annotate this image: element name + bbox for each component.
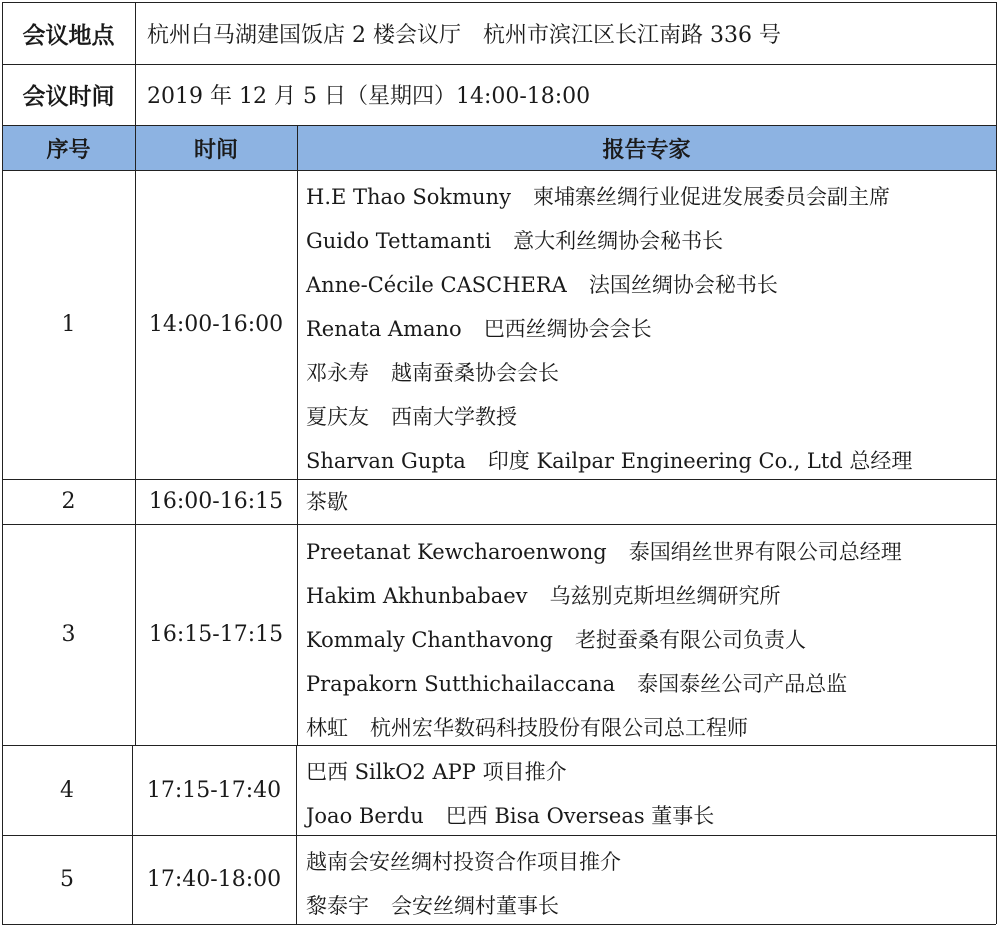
row-time: 14:00-16:00 <box>148 312 284 337</box>
speaker-list <box>306 750 714 838</box>
row-number: 5 <box>60 867 74 892</box>
speaker-role: 意大利丝绸协会秘书长 <box>513 229 724 253</box>
speaker-entry <box>306 307 912 351</box>
speaker-entry <box>306 175 912 219</box>
project-entry <box>306 840 621 884</box>
speaker-name: Sharvan Gupta <box>306 449 466 473</box>
venue-label: 会议地点 <box>22 22 115 49</box>
speaker-name: Renata Amano <box>306 317 462 341</box>
speaker-list <box>306 840 621 928</box>
speaker-entry <box>306 480 348 524</box>
row-time: 16:00-16:15 <box>148 489 284 514</box>
speaker-entry <box>306 219 912 263</box>
speaker-role: 乌兹别克斯坦丝绸研究所 <box>549 584 781 608</box>
row-time: 17:15-17:40 <box>146 777 282 803</box>
speaker-list <box>306 480 348 524</box>
speaker-role: 泰国泰丝公司产品总监 <box>637 672 848 696</box>
column-header-no: 序号 <box>46 137 91 163</box>
speaker-role: 杭州宏华数码科技股份有限公司总工程师 <box>370 716 748 740</box>
speaker-entry <box>306 530 902 574</box>
speaker-role: 西南大学教授 <box>391 405 517 429</box>
row-number: 2 <box>61 489 76 514</box>
speaker-entry <box>306 574 902 618</box>
time-value: 2019 年 12 月 5 日（星期四）14:00-18:00 <box>147 84 591 109</box>
speaker-name: Hakim Akhunbabaev <box>306 584 528 608</box>
row-time: 17:40-18:00 <box>146 867 282 892</box>
speaker-role: 老挝蚕桑有限公司负责人 <box>574 628 806 652</box>
grid-line <box>996 2 997 924</box>
speaker-role: 法国丝绸协会秘书长 <box>588 273 778 297</box>
time-label: 会议时间 <box>22 84 115 110</box>
project-entry <box>306 750 714 794</box>
speaker-role: 越南蚕桑协会会长 <box>391 361 559 385</box>
speaker-role: 印度 Kailpar Engineering Co., Ltd 总经理 <box>487 449 913 473</box>
speaker-role: 巴西 Bisa Overseas 董事长 <box>445 804 715 828</box>
speaker-role: 泰国绢丝世界有限公司总经理 <box>628 540 902 564</box>
speaker-entry <box>306 395 912 439</box>
speaker-entry <box>306 662 902 706</box>
speaker-list <box>306 530 902 750</box>
speaker-name: 邓永寿 <box>306 361 369 385</box>
speaker-name: Guido Tettamanti <box>306 229 492 253</box>
row-time: 16:15-17:15 <box>148 622 284 647</box>
speaker-name: Kommaly Chanthavong <box>306 628 553 652</box>
speaker-name: Prapakorn Sutthichailaccana <box>306 672 616 696</box>
speaker-role: 巴西丝绸协会会长 <box>483 317 652 341</box>
grid-line <box>297 125 298 745</box>
row-number: 4 <box>60 777 74 803</box>
speaker-role: 会安丝绸村董事长 <box>391 894 559 918</box>
speaker-entry <box>306 794 714 838</box>
project-title: 巴西 SilkO2 APP 项目推介 <box>306 760 567 784</box>
venue-value: 杭州白马湖建国饭店 2 楼会议厅 杭州市滨江区长江南路 336 号 <box>147 22 781 48</box>
grid-line <box>296 745 297 924</box>
break-label: 茶歇 <box>306 490 348 514</box>
speaker-name: 黎泰宇 <box>306 894 369 918</box>
column-header-time: 时间 <box>193 137 238 163</box>
speaker-entry <box>306 884 621 928</box>
project-title: 越南会安丝绸村投资合作项目推介 <box>306 850 621 874</box>
speaker-name: 夏庆友 <box>306 405 369 429</box>
speaker-entry <box>306 706 902 750</box>
speaker-name: H.E Thao Sokmuny <box>306 185 511 209</box>
speaker-name: 林虹 <box>306 716 348 740</box>
speaker-entry <box>306 439 912 483</box>
speaker-list <box>306 175 912 483</box>
speaker-role: 柬埔寨丝绸行业促进发展委员会副主席 <box>532 185 890 209</box>
row-number: 3 <box>61 622 76 647</box>
speaker-name: Preetanat Kewcharoenwong <box>306 540 607 564</box>
speaker-entry <box>306 618 902 662</box>
speaker-name: Joao Berdu <box>306 804 424 828</box>
speaker-name: Anne-Cécile CASCHERA <box>306 273 567 297</box>
speaker-entry <box>306 263 912 307</box>
row-number: 1 <box>61 312 76 337</box>
speaker-entry <box>306 351 912 395</box>
column-header-speakers: 报告专家 <box>602 137 691 163</box>
